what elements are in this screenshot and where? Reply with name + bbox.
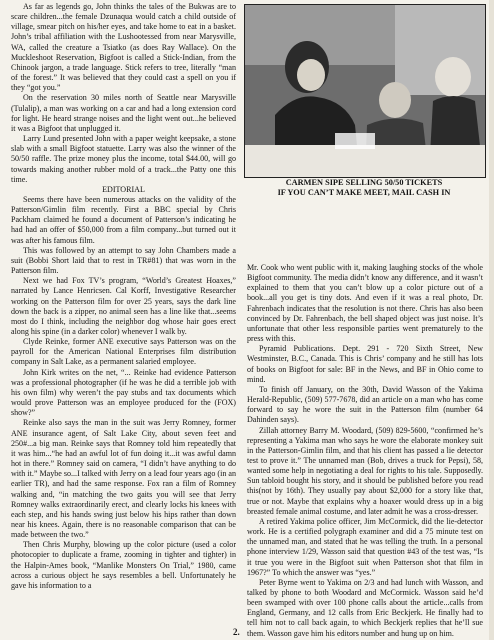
paragraph: As far as legends go, John thinks the tales of the Bukwas are to scare children...the female Dzunaqua would catch a child outside of village, smear pitch on his/her eyes, and take home to eat in a basket. John’s tribal affiliation with the Lushootessed from near Marysville, WA, called the creature a Tsiatko (as does Ray Wallace). On the Muckleshoot Reservation, Bigfoot is called a Stick-Indian, from the Chinook jargon, a trade language. Stick refers to tree, literally “man of the forest.” It was believed that they could cast a spell on you if they “got you.”: [11, 2, 236, 93]
right-column: [247, 263, 483, 639]
paragraph: On the reservation 30 miles north of Seattle near Marysville (Tulalip), a man was working on a car and had a long extension cord for light. He heard strange noises and the light went out...he believed it was a Bigfoot that unplugged it.: [11, 93, 236, 133]
editorial-heading: EDITORIAL: [102, 184, 145, 194]
paragraph: Then Chris Murphy, blowing up the color picture (used a color photocopier to duplicate a frame, zooming in tighter and tighter) in the Halpin-Ames book, “Manlike Monsters On Trial,” 1980, came across a curious object he says resembles a bell. Unfortunately he gave his information to a: [11, 540, 236, 590]
caption-line: CARMEN SIPE SELLING 50/50 TICKETS: [285, 178, 443, 187]
paragraph: John Kirk writes on the net, “... Reinke had evidence Patterson was a professional photographer (if he was he did a terrible job with his own film) why weren’t the pay stubs and tax documents which would prove Patterson was an employee produced for the (FOX) show?”: [11, 367, 236, 418]
paragraph: A retired Yakima police officer, Jim McCormick, did the lie-detector work. He is a certified polygraph examiner and did a 75 minute test on the unnamed man, and stated that he was telling the truth. In a personal phone interview 1/29, Wasson said that question #43 of the test was, “Is it true you were in the Bigfoot suit when Patterson shot that film in 1967?” To which the answer was “yes.”: [247, 516, 483, 577]
paragraph: Zillah attorney Barry M. Woodard, (509) 829-5600, “confirmed he’s representing a Yakima man who says he wore the elaborate monkey suit in the Patterson-Gimlin film, and that his client has passed a lie detector test to prove it.” The unnamed man (Bob, drives a truck for Pepsi), 58, wanted some help in negotiating a deal for rights to his tale. Supposedly. Sun tabloid bought his story, and it should be published before you read this(not by 16th). They usually pay about $2,000 for a story like that, true or not. Maybe that explains why a hoaxer would dress up in a big breasted female animal costume, and later admit he was a cross-dresser.: [247, 425, 483, 516]
paragraph: Clyde Reinke, former ANE executive says Patterson was on the payroll for the American National Enterprises film distribution company in Salt Lake, as a permanent salaried employee.: [11, 337, 236, 367]
paragraph: This was followed by an attempt to say John Chambers made a suit (Bobbi Short laid that to rest in TR#81) that was worn in the Patterson film.: [11, 245, 236, 276]
photo-caption: [244, 178, 484, 198]
meeting-photo: [244, 4, 486, 178]
paragraph: Next we had Fox TV’s program, “World’s Greatest Hoaxes,” narrated by Lance Henricsen. Cal Korff, Investigative Researcher working on the Patterson film for over 25 years, says the dark line down the back is a zipper, no animal seen has a line like that...seems most do I think, including the neighbor dog whose hair goes erect along his spine (in a darker color) whenever I walk by.: [11, 276, 236, 336]
caption-line: IF YOU CAN’T MAKE MEET, MAIL CASH IN: [277, 188, 451, 197]
paragraph: Mr. Cook who went public with it, making laughing stocks of the whole Bigfoot community. The media didn’t know any difference, and it wasn’t explained to them that you can’t blow up a color picture out of a book...all you get is tiny dots. And even if it was a real photo, Dr. Fahrenbach indicates that the resolution is not there. Chris has also been convinced by Dr. Fahrenbach, the bell shaped object was just noise. It’s unfortunate that other less responsible parties went prematurely to the press with this.: [247, 263, 483, 344]
paragraph: Seems there have been numerous attacks on the validity of the Patterson/Gimlin film recently. First a BBC special by Chris Packham claimed he found a document of Patterson’s indicating he had had an offer of $50,000 from a film company...but turned out it was after his famous film.: [11, 194, 236, 245]
page-edge: [489, 0, 494, 640]
paragraph: Pyramid Publications. Dept. 291 - 720 Sixth Street, New Westminster, B.C., Canada. This is Chris’ company and he still has lots of books on Bigfoot for sale: BF in the News, and BF in Ohio come to mind.: [247, 344, 483, 384]
left-column: [11, 2, 236, 591]
paragraph: Peter Byrne went to Yakima on 2/3 and had lunch with Wasson, and talked by phone to both Woodard and McCormick. Wasson said he’d been swamped with over 100 phone calls about the article...calls from England, Germany, and 12 calls from Eric Beckjerk. He finally had to tell him not to call back again, to which Beckjerk replies that he’ll sue them. Wasson gave him his editors number and hung up on him.: [247, 577, 483, 638]
paragraph: To finish off January, on the 30th, David Wasson of the Yakima Herald-Republic, (509) 577-7678, did an article on a man who has come forward to say he wore the suit in the Patterson film (number 64 Dahinden says).: [247, 384, 483, 425]
page-number: 2.: [233, 627, 240, 637]
photo-illustration: [245, 5, 485, 177]
paragraph: Reinke also says the man in the suit was Jerry Romney, former ANE insurance agent, of Salt Lake City, about seven feet and 250#...a big man. Reinke says that Romney told him repeatedly that it was him...“he had an awful lot of fun doing it...it was awful damn hot in there.” Romney said on camera, “I didn’t have anything to do with it.” Maybe so...I talked with Jerry on a lead four years ago (in an earlier TR), and had the same response. Fox ran a film of Romney walking and, “in matching the two gaits you will see that Jerry Romney walks extraordinarily erect, and clearly locks his knees with each step, and his hands swing just below his hips rather than down near his knees. Again, there is no reasonable comparison that can be made between the two.”: [11, 418, 236, 540]
paragraph: Larry Lund presented John with a paper weight keepsake, a stone slab with a small Bigfoot statuette. Larry was also the winner of the 50/50 raffle. The prize money plus the income, total $44.00, will go towards making another rubber mold of a track...the Patty one this time.: [11, 134, 236, 184]
